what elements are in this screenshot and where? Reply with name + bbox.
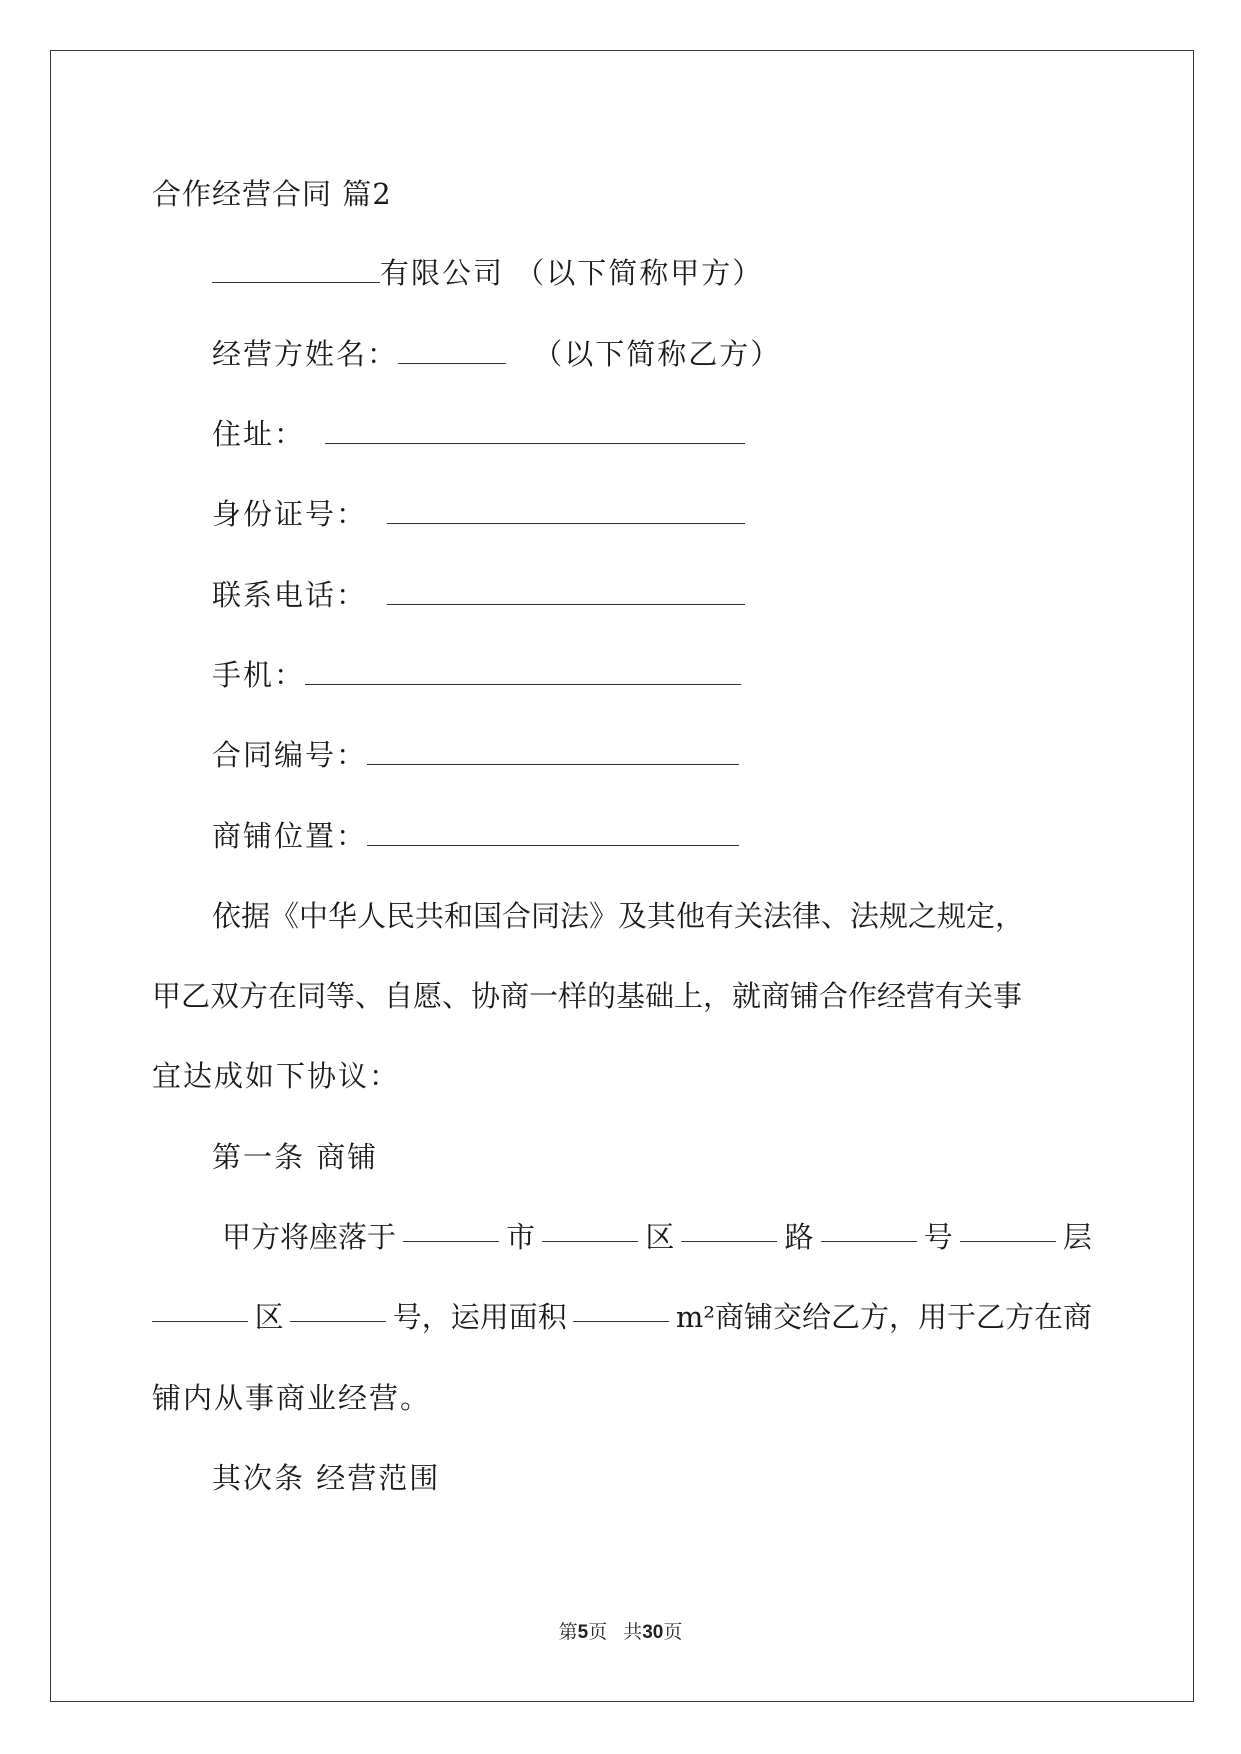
para1-line3: 宜达成如下协议： bbox=[152, 1059, 401, 1093]
article1-text: 层 bbox=[1062, 1220, 1092, 1254]
article2-title: 其次条 经营范围 bbox=[212, 1461, 441, 1495]
blank-field bbox=[681, 1219, 777, 1242]
total-prefix: 共 bbox=[623, 1621, 643, 1643]
shop-location-label: 商铺位置： bbox=[212, 819, 368, 853]
address-line bbox=[212, 416, 745, 452]
blank-field bbox=[387, 501, 745, 524]
operator-name-label: 经营方姓名： bbox=[212, 337, 399, 371]
article1-text: 区 bbox=[645, 1220, 675, 1254]
operator-name-suffix: （以下简称乙方） bbox=[533, 337, 782, 371]
blank-field bbox=[542, 1219, 638, 1242]
id-line bbox=[212, 496, 745, 532]
shop-location-line bbox=[212, 818, 739, 854]
page-total: 30 bbox=[642, 1622, 664, 1643]
blank-field bbox=[152, 1299, 248, 1322]
page-border bbox=[50, 50, 1194, 1702]
id-label: 身份证号： bbox=[212, 497, 368, 531]
operator-name-line bbox=[212, 336, 781, 372]
article1-line2 bbox=[152, 1299, 1092, 1335]
blank-field bbox=[367, 742, 739, 765]
article1-line3: 铺内从事商业经营。 bbox=[152, 1381, 432, 1415]
blank-field bbox=[325, 421, 745, 444]
blank-field bbox=[403, 1219, 499, 1242]
page-current: 5 bbox=[577, 1622, 589, 1643]
article1-text: 号 bbox=[923, 1220, 953, 1254]
blank-field bbox=[367, 823, 739, 846]
blank-field bbox=[212, 260, 380, 283]
contract-no-label: 合同编号： bbox=[212, 738, 368, 772]
page-footer bbox=[0, 1620, 1241, 1645]
article1-title: 第一条 商铺 bbox=[212, 1140, 379, 1174]
page-mid: 页 bbox=[588, 1621, 608, 1643]
para1-line2: 甲乙双方在同等、自愿、协商一样的基础上，就商铺合作经营有关事 bbox=[152, 979, 1023, 1013]
blank-field bbox=[398, 341, 506, 364]
page-prefix: 第 bbox=[558, 1621, 578, 1643]
mobile-line bbox=[212, 657, 741, 693]
article1-text: m²商铺交给乙方，用于乙方在商 bbox=[675, 1300, 1092, 1334]
blank-field bbox=[821, 1219, 917, 1242]
article1-text: 号，运用面积 bbox=[392, 1300, 567, 1334]
blank-field bbox=[305, 662, 741, 685]
total-suffix: 页 bbox=[663, 1621, 683, 1643]
article1-text: 区 bbox=[254, 1300, 284, 1334]
party-a-text: 有限公司 （以下简称甲方） bbox=[380, 256, 764, 290]
mobile-label: 手机： bbox=[212, 658, 306, 692]
article1-line1 bbox=[222, 1219, 1092, 1255]
phone-label: 联系电话： bbox=[212, 578, 368, 612]
blank-field bbox=[573, 1299, 669, 1322]
article1-text: 市 bbox=[506, 1220, 536, 1254]
address-label: 住址： bbox=[212, 417, 306, 451]
article1-text: 甲方将座落于 bbox=[222, 1220, 397, 1254]
document-title: 合作经营合同 篇2 bbox=[152, 177, 392, 211]
blank-field bbox=[960, 1219, 1056, 1242]
contract-no-line bbox=[212, 737, 739, 773]
article1-text: 路 bbox=[784, 1220, 814, 1254]
party-a-line bbox=[212, 255, 763, 291]
blank-field bbox=[387, 582, 745, 605]
phone-line bbox=[212, 577, 745, 613]
blank-field bbox=[290, 1299, 386, 1322]
para1-line1: 依据《中华人民共和国合同法》及其他有关法律、法规之规定， bbox=[212, 899, 1025, 933]
